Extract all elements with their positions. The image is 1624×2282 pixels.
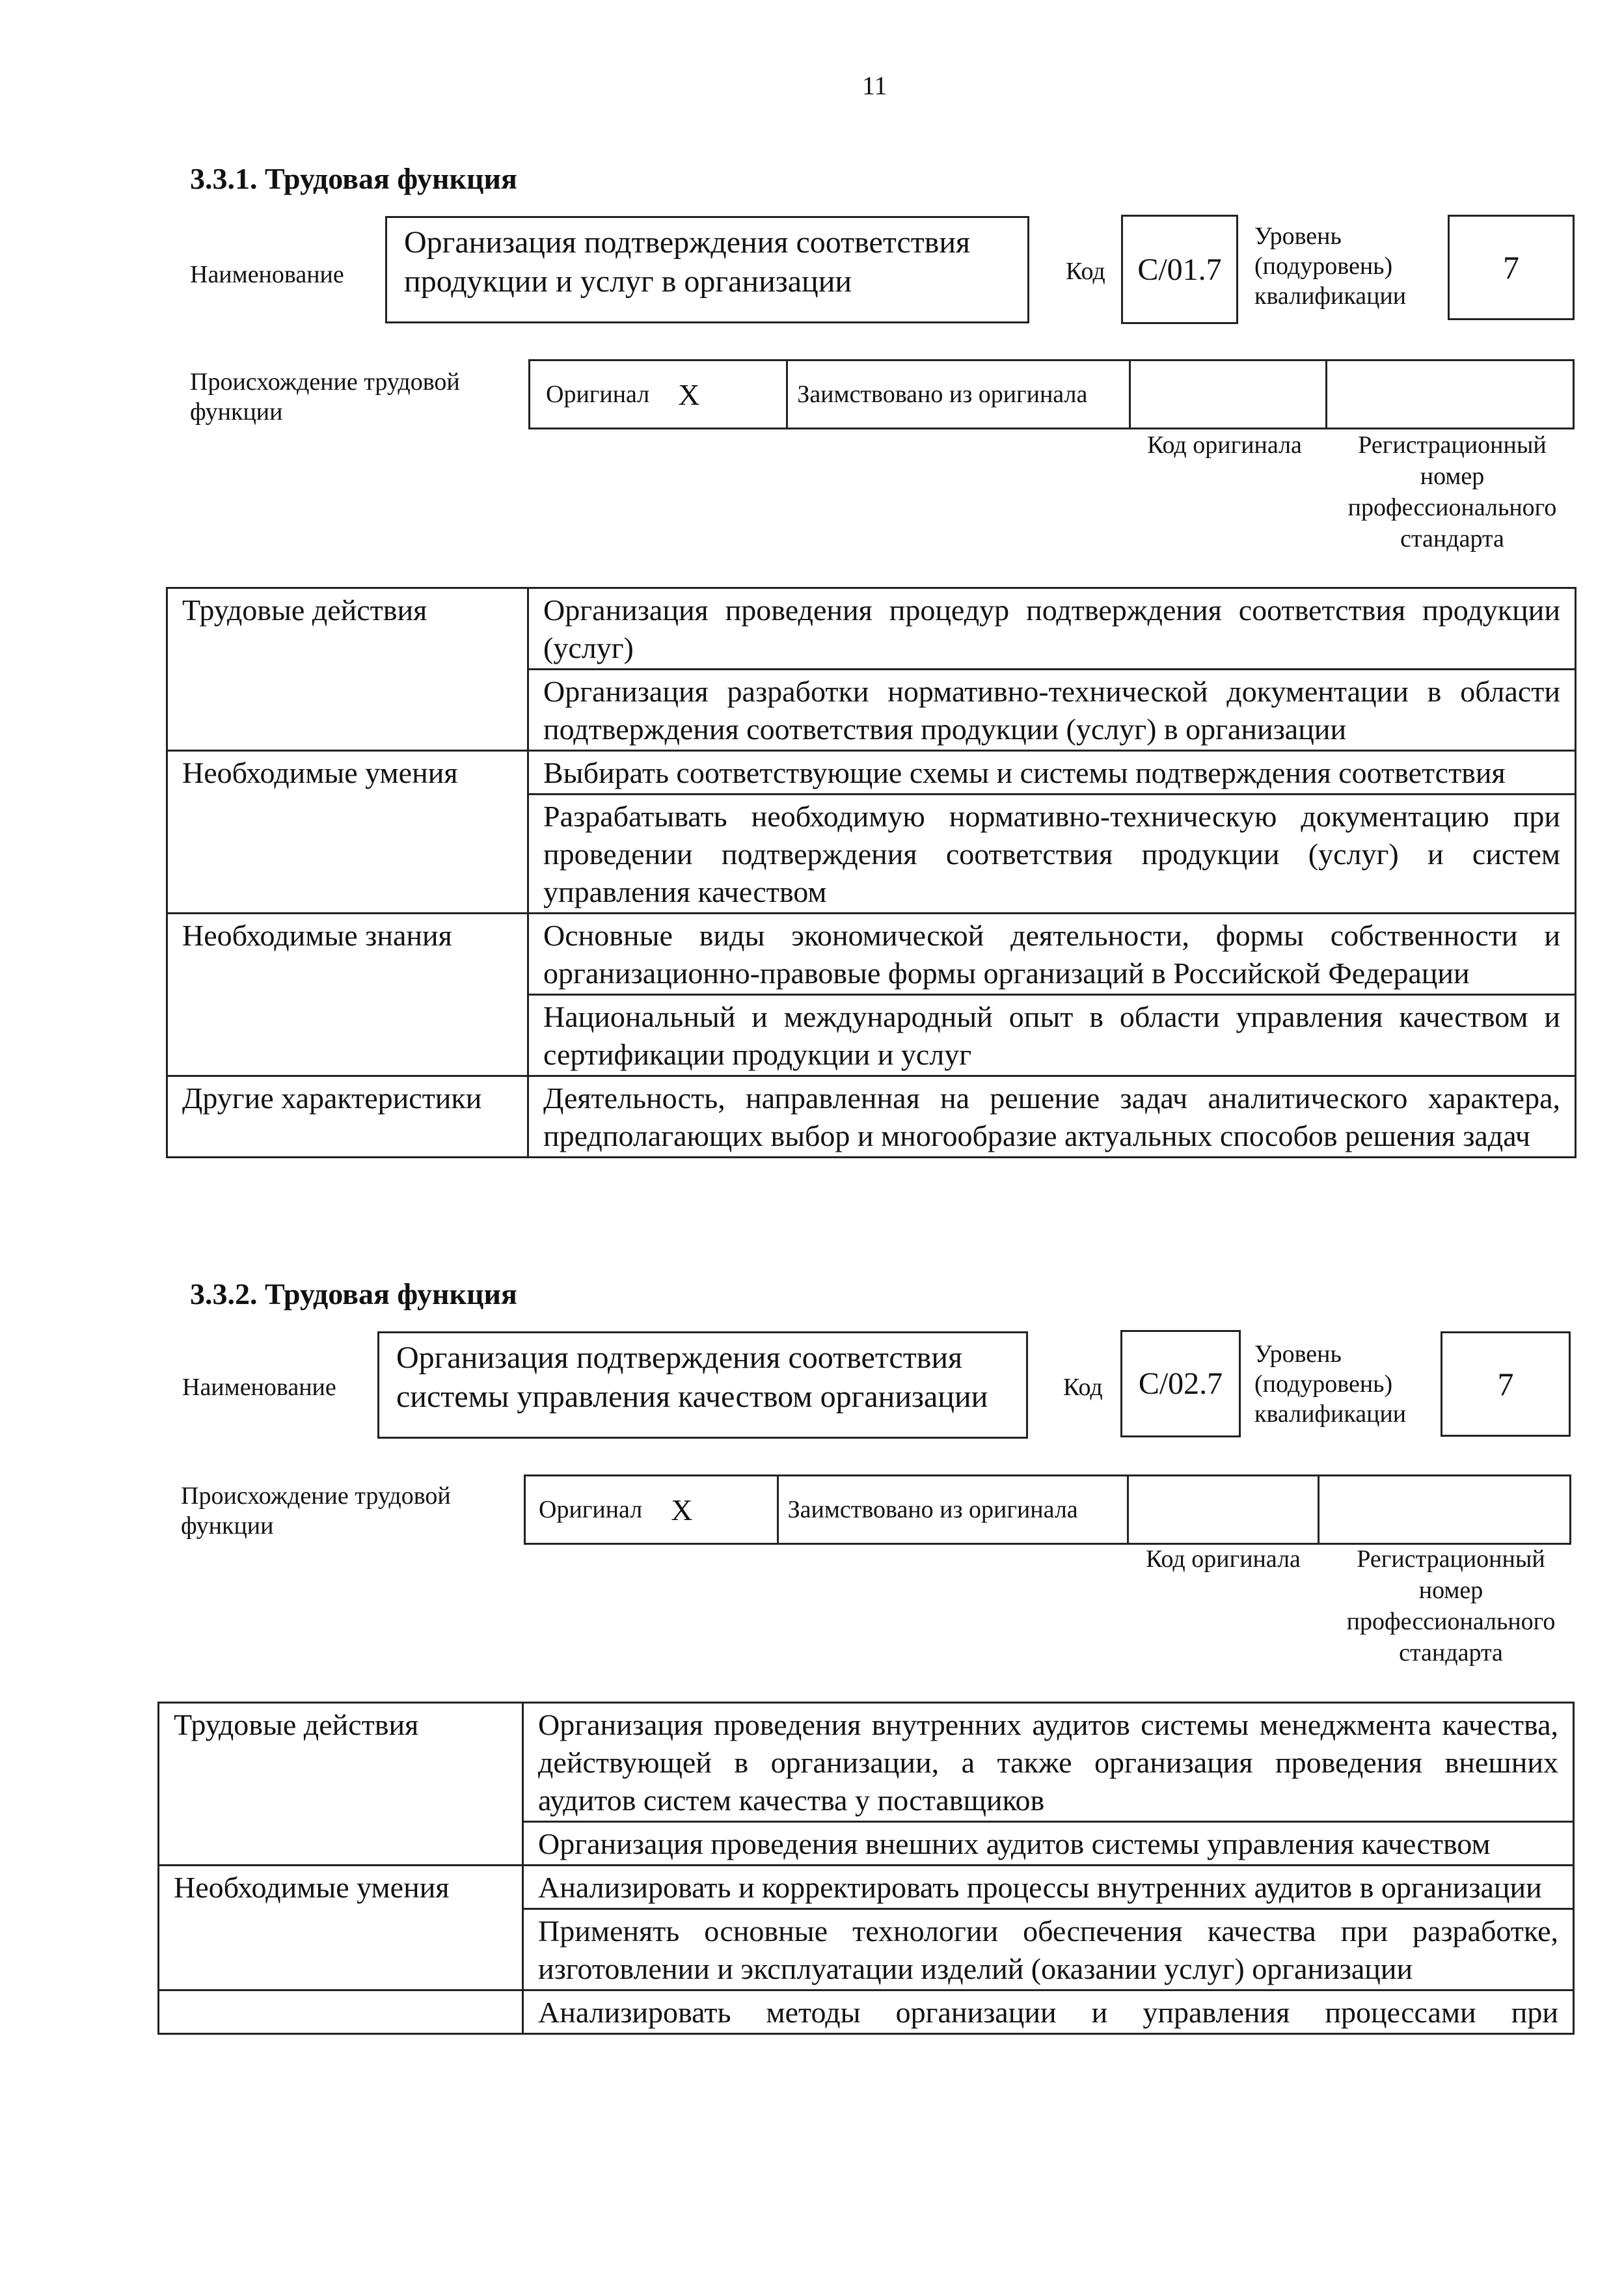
row-item: Деятельность, направленная на решение задач аналитического характера, предполагающих выбор и многообразие актуальных способов решения задач bbox=[528, 1076, 1576, 1158]
section-title: 3.3.2. Трудовая функция bbox=[190, 1277, 517, 1311]
section-title: 3.3.1. Трудовая функция bbox=[190, 162, 517, 195]
row-header: Другие характеристики bbox=[167, 1076, 528, 1158]
row-header: Трудовые действия bbox=[159, 1703, 523, 1822]
reg-number-caption: Регистрационный номер профессионального стандарта bbox=[1347, 431, 1557, 552]
original-label: Оригинал bbox=[546, 381, 650, 408]
original-code-caption: Код оригинала bbox=[1146, 1545, 1301, 1573]
function-details-table bbox=[157, 1702, 1575, 2035]
table-row bbox=[159, 1990, 1574, 2034]
row-item: Основные виды экономической деятельности, формы собственности и организационно-правовые формы организаций в Российской Федерации bbox=[528, 914, 1576, 995]
name-label: Наименование bbox=[182, 1374, 336, 1401]
reg-number-cell bbox=[1327, 361, 1573, 428]
table-row bbox=[167, 588, 1576, 670]
row-item: Национальный и международный опыт в области управления качеством и сертификации продукции и услуг bbox=[528, 995, 1576, 1076]
code-value-box: C/02.7 bbox=[1120, 1330, 1241, 1437]
original-cell bbox=[530, 361, 788, 428]
function-details-table bbox=[166, 587, 1577, 1158]
table-row bbox=[159, 1866, 1574, 1909]
row-item: Анализировать методы организации и управления процессами при bbox=[523, 1990, 1574, 2034]
borrowed-cell: Заимствовано из оригинала bbox=[779, 1476, 1129, 1543]
table-row bbox=[167, 795, 1576, 914]
origin-row bbox=[528, 359, 1575, 429]
borrowed-cell: Заимствовано из оригинала bbox=[788, 361, 1131, 428]
table-row bbox=[159, 1822, 1574, 1866]
table-row bbox=[159, 1703, 1574, 1822]
original-code-cell bbox=[1131, 361, 1327, 428]
row-header: Трудовые действия bbox=[167, 588, 528, 670]
qualification-level-box: 7 bbox=[1441, 1331, 1571, 1437]
row-header: Необходимые знания bbox=[167, 914, 528, 995]
qualification-level-box: 7 bbox=[1448, 215, 1575, 320]
original-code-caption: Код оригинала bbox=[1147, 431, 1302, 459]
table-row bbox=[159, 1909, 1574, 1990]
original-mark: X bbox=[678, 377, 700, 411]
row-item: Применять основные технологии обеспечения качества при разработке, изготовлении и эксплуатации изделий (оказании услуг) организации bbox=[523, 1909, 1574, 1990]
reg-number-caption: Регистрационный номер профессионального стандарта bbox=[1346, 1545, 1556, 1666]
reg-number-cell bbox=[1320, 1476, 1569, 1543]
table-row bbox=[167, 914, 1576, 995]
origin-row bbox=[524, 1474, 1571, 1545]
table-row bbox=[167, 670, 1576, 751]
qualification-level-label: Уровень (подуровень) квалификации bbox=[1254, 223, 1407, 310]
row-header: Необходимые умения bbox=[167, 751, 528, 795]
row-item: Организация разработки нормативно-технической документации в области подтверждения соответствия продукции (услуг) в организации bbox=[528, 670, 1576, 751]
page-number: 11 bbox=[862, 71, 887, 100]
qualification-level-label: Уровень (подуровень) квалификации bbox=[1254, 1340, 1407, 1428]
function-name-box: Организация подтверждения соответствия системы управления качеством организации bbox=[377, 1331, 1028, 1439]
table-row bbox=[167, 1076, 1576, 1158]
original-code-cell bbox=[1129, 1476, 1320, 1543]
row-item: Разрабатывать необходимую нормативно-техническую документацию при проведении подтверждения соответствия продукции (услуг) и систем управления качеством bbox=[528, 795, 1576, 914]
origin-label: Происхождение трудовой функции bbox=[190, 368, 460, 426]
original-cell bbox=[526, 1476, 779, 1543]
row-item: Анализировать и корректировать процессы внутренних аудитов в организации bbox=[523, 1866, 1574, 1909]
function-name-box: Организация подтверждения соответствия продукции и услуг в организации bbox=[385, 216, 1029, 323]
name-label: Наименование bbox=[190, 261, 344, 288]
table-row bbox=[167, 995, 1576, 1076]
row-item: Выбирать соответствующие схемы и системы подтверждения соответствия bbox=[528, 751, 1576, 795]
table-row bbox=[167, 751, 1576, 795]
origin-label: Происхождение трудовой функции bbox=[181, 1482, 451, 1540]
code-value-box: C/01.7 bbox=[1121, 215, 1238, 324]
row-item: Организация проведения внешних аудитов системы управления качеством bbox=[523, 1822, 1574, 1866]
original-mark: X bbox=[671, 1493, 693, 1527]
row-item: Организация проведения внутренних аудитов системы менеджмента качества, действующей в организации, а также организация проведения внешних аудитов систем качества у поставщиков bbox=[523, 1703, 1574, 1822]
original-label: Оригинал bbox=[539, 1496, 643, 1523]
row-item: Организация проведения процедур подтверждения соответствия продукции (услуг) bbox=[528, 588, 1576, 670]
row-header: Необходимые умения bbox=[159, 1866, 523, 1909]
code-label: Код bbox=[1066, 258, 1105, 285]
code-label: Код bbox=[1063, 1374, 1103, 1401]
